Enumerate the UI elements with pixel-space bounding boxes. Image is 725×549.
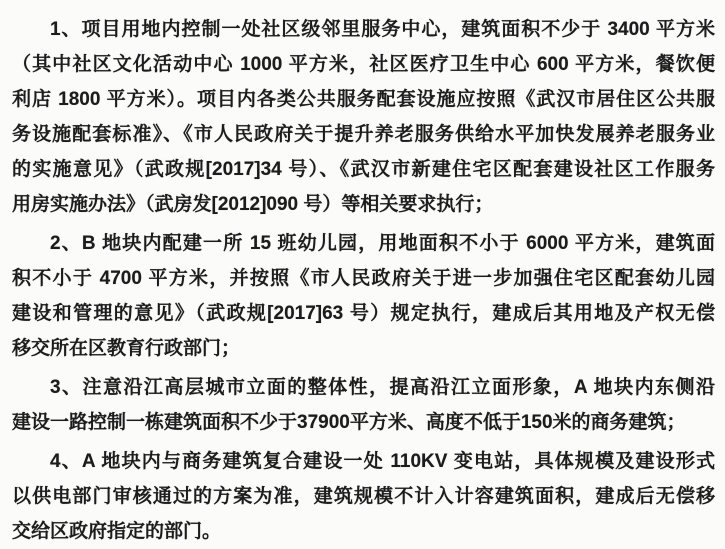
text-line: 的实施意见》（武政规[2017]34 号）、《武汉市新建住宅区配套建设社区工作服务 xyxy=(12,159,715,180)
text-line: 1、项目用地内控制一处社区级邻里服务中心，建筑面积不少于 3400 平方米 xyxy=(50,19,715,40)
text-line: 用房实施办法》（武房发[2012]090 号）等相关要求执行； xyxy=(12,194,494,215)
text-line: 利店 1800 平方米）。项目内各类公共服务配套设施应按照《武汉市居住区公共服 xyxy=(12,89,715,110)
text-line: 务设施配套标准》、《市人民政府关于提升养老服务供给水平加快发展养老服务业 xyxy=(12,124,715,145)
text-line: 以供电部门审核通过的方案为准，建筑规模不计入计容建筑面积，建成后无偿移 xyxy=(12,486,715,507)
text-line: 2、B 地块内配建一所 15 班幼儿园，用地面积不小于 6000 平方米，建筑面 xyxy=(50,233,715,254)
text-line: 3、注意沿江高层城市立面的整体性，提高沿江立面形象，A 地块内东侧沿 xyxy=(50,377,715,398)
paragraph xyxy=(12,370,715,440)
paragraph xyxy=(12,12,715,222)
text-line: 移交所在区教育行政部门； xyxy=(12,338,241,359)
text-line: 建设和管理的意见》（武政规[2017]63 号）规定执行，建成后其用地及产权无偿 xyxy=(12,303,715,324)
text-line: 4、A 地块内与商务建筑复合建设一处 110KV 变电站，具体规模及建设形式 xyxy=(50,451,715,472)
text-line: 建设一路控制一栋建筑面积不少于37900平方米、高度不低于150米的商务建筑； xyxy=(12,412,686,433)
text-line: 交给区政府指定的部门。 xyxy=(12,521,222,542)
paragraph xyxy=(12,444,715,549)
text-line: 积不小于 4700 平方米，并按照《市人民政府关于进一步加强住宅区配套幼儿园 xyxy=(12,268,715,289)
paragraph xyxy=(12,226,715,366)
text-line: （其中社区文化活动中心 1000 平方米，社区医疗卫生中心 600 平方米，餐饮便 xyxy=(12,54,715,75)
